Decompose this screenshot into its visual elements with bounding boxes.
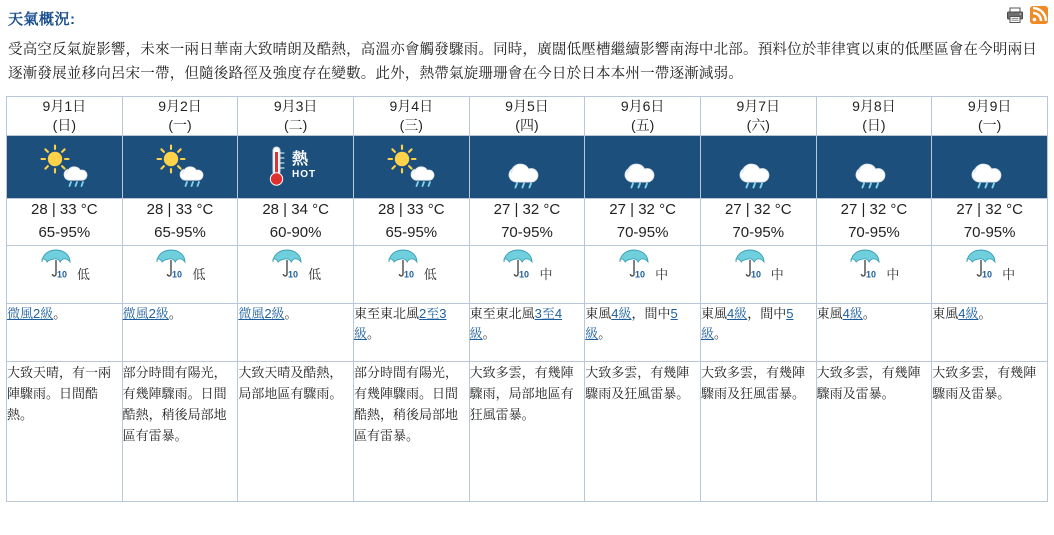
page-header [0, 0, 1054, 32]
temperature-range: 27 | 32 °C [724, 201, 792, 218]
forecast-weekday: (六) [746, 117, 770, 133]
forecast-wind-cell: 微風2級。 [122, 304, 238, 362]
psr-level-label: 中 [886, 267, 900, 282]
svg-text:10: 10 [635, 269, 646, 280]
forecast-description-cell [469, 362, 585, 502]
forecast-date-cell [469, 97, 585, 136]
umbrella-icon [39, 246, 73, 285]
forecast-wind-cell: 微風2級。 [238, 304, 354, 362]
svg-text:10: 10 [172, 269, 183, 280]
psr-level-label: 中 [539, 267, 553, 282]
forecast-psr-cell [585, 246, 701, 304]
temperature-range: 28 | 33 °C [377, 201, 445, 218]
forecast-temp-cell [469, 199, 585, 246]
humidity-range: 70-95% [963, 224, 1016, 241]
wind-link[interactable]: 微風2級 [122, 306, 169, 321]
forecast-date: 9月5日 [505, 98, 549, 114]
forecast-temp-cell [816, 199, 932, 246]
temperature-range: 27 | 32 °C [840, 201, 908, 218]
forecast-temp-cell [7, 199, 123, 246]
svg-text:10: 10 [519, 269, 530, 280]
humidity-range: 65-95% [38, 224, 91, 241]
umbrella-icon [386, 246, 420, 285]
umbrella-icon [733, 246, 767, 285]
forecast-icon-cell [585, 136, 701, 199]
humidity-range: 70-95% [848, 224, 900, 241]
forecast-psr-row [7, 246, 1048, 304]
forecast-date: 9月9日 [967, 98, 1012, 114]
forecast-description-cell [932, 362, 1048, 502]
sun-cloud-shower-icon [354, 136, 469, 198]
temperature-range: 27 | 32 °C [493, 201, 561, 218]
forecast-description-cell [122, 362, 238, 502]
svg-text:10: 10 [982, 269, 993, 280]
humidity-range: 65-95% [385, 224, 438, 241]
forecast-date: 9月8日 [852, 98, 896, 114]
umbrella-icon [154, 246, 188, 285]
umbrella-icon [270, 246, 304, 285]
forecast-description: 大致多雲，有幾陣驟雨及狂風雷暴。 [585, 365, 690, 401]
wind-link[interactable]: 2至3級 [353, 306, 447, 341]
printer-icon[interactable] [1006, 6, 1024, 29]
forecast-wind-cell: 東至東北風3至4級。 [469, 304, 585, 362]
wind-link[interactable]: 微風2級 [238, 306, 285, 321]
forecast-date: 9月3日 [273, 98, 318, 114]
psr-level-label: 低 [423, 267, 437, 282]
forecast-date: 9月6日 [620, 98, 665, 114]
temperature-range: 28 | 33 °C [146, 201, 214, 218]
umbrella-icon [848, 246, 882, 285]
forecast-icon-cell [469, 136, 585, 199]
forecast-date: 9月4日 [389, 98, 434, 114]
cloud-shower-icon [585, 136, 700, 198]
svg-text:10: 10 [288, 269, 299, 280]
page-title: 天氣概況: [8, 11, 76, 28]
forecast-date-cell [353, 97, 469, 136]
forecast-psr-cell [122, 246, 238, 304]
forecast-temp-cell [585, 199, 701, 246]
forecast-description: 大致多雲，有幾陣驟雨，局部地區有狂風雷暴。 [469, 365, 574, 422]
forecast-icon-row [7, 136, 1048, 199]
sun-cloud-shower-icon [123, 136, 238, 198]
svg-text:10: 10 [750, 269, 761, 280]
forecast-description: 大致天晴，有一兩陣驟雨。日間酷熱。 [7, 365, 112, 422]
psr-level-label: 低 [192, 267, 206, 282]
forecast-icon-cell [932, 136, 1048, 199]
psr-level-label: 低 [308, 267, 322, 282]
forecast-weekday: (日) [862, 117, 886, 133]
humidity-range: 70-95% [732, 224, 785, 241]
forecast-psr-cell [469, 246, 585, 304]
cloud-shower-icon [701, 136, 816, 198]
forecast-wind-cell: 東風4級。 [816, 304, 932, 362]
forecast-date: 9月7日 [736, 98, 781, 114]
forecast-date-cell [585, 97, 701, 136]
wind-link-secondary[interactable]: 5級 [585, 306, 678, 341]
forecast-icon-cell [122, 136, 238, 199]
forecast-temp-row [7, 199, 1048, 246]
forecast-icon-cell [7, 136, 123, 199]
forecast-weekday: (一) [168, 117, 192, 133]
forecast-description-cell [585, 362, 701, 502]
forecast-date: 9月1日 [42, 98, 87, 114]
temperature-range: 28 | 33 °C [31, 201, 98, 218]
forecast-temp-cell [353, 199, 469, 246]
forecast-description-cell [816, 362, 932, 502]
humidity-range: 70-95% [501, 224, 553, 241]
svg-text:HOT: HOT [291, 169, 316, 180]
forecast-date-cell [700, 97, 816, 136]
psr-level-label: 中 [655, 267, 669, 282]
forecast-weekday: (五) [630, 117, 655, 133]
forecast-psr-cell [932, 246, 1048, 304]
forecast-psr-cell [7, 246, 123, 304]
forecast-weekday: (三) [399, 117, 423, 133]
forecast-description: 大致多雲，有幾陣驟雨及雷暴。 [932, 365, 1037, 401]
forecast-icon-cell [700, 136, 816, 199]
forecast-description-cell [238, 362, 354, 502]
forecast-psr-cell [238, 246, 354, 304]
forecast-weekday: (四) [515, 117, 539, 133]
psr-level-label: 低 [76, 267, 90, 282]
hot-thermometer-icon [238, 136, 353, 198]
wind-link[interactable]: 4級 [726, 306, 748, 321]
forecast-description: 大致多雲，有幾陣驟雨及狂風雷暴。 [700, 365, 805, 401]
cloud-shower-icon [932, 136, 1047, 198]
forecast-temp-cell [238, 199, 354, 246]
psr-level-label: 中 [770, 267, 784, 282]
wind-link[interactable]: 4級 [958, 306, 979, 321]
umbrella-icon [617, 246, 651, 285]
cloud-shower-icon [817, 136, 932, 198]
forecast-date-cell [816, 97, 932, 136]
temperature-range: 28 | 34 °C [262, 201, 329, 218]
forecast-weekday: (二) [283, 117, 308, 133]
umbrella-icon [501, 246, 535, 285]
forecast-wind-cell: 東至東北風2至3級。 [353, 304, 469, 362]
forecast-psr-cell [353, 246, 469, 304]
forecast-description: 部分時間有陽光，有幾陣驟雨。日間酷熱，稍後局部地區有雷暴。 [353, 365, 458, 443]
forecast-description-cell [353, 362, 469, 502]
svg-text:熱: 熱 [291, 151, 308, 168]
forecast-description: 大致天晴及酷熱，局部地區有驟雨。 [238, 365, 343, 401]
forecast-weekday: (一) [977, 117, 1002, 133]
forecast-icon-cell [238, 136, 354, 199]
forecast-psr-cell [816, 246, 932, 304]
forecast-wind-cell: 東風4級，間中5級。 [585, 304, 701, 362]
forecast-psr-cell [700, 246, 816, 304]
sun-cloud-shower-icon [7, 136, 122, 198]
psr-level-label: 中 [1002, 267, 1016, 282]
svg-text:10: 10 [56, 269, 67, 280]
forecast-temp-cell [932, 199, 1048, 246]
svg-text:10: 10 [866, 269, 877, 280]
forecast-date-cell [122, 97, 238, 136]
forecast-weekday: (日) [52, 117, 76, 133]
forecast-date-row [7, 97, 1048, 136]
wind-link-secondary[interactable]: 5級 [700, 306, 794, 341]
forecast-wind-cell: 東風4級。 [932, 304, 1048, 362]
temperature-range: 27 | 32 °C [956, 201, 1023, 218]
humidity-range: 65-95% [154, 224, 206, 241]
forecast-icon-cell [353, 136, 469, 199]
forecast-date-cell [932, 97, 1048, 136]
forecast-wind-cell: 微風2級。 [7, 304, 123, 362]
wind-link[interactable]: 3至4級 [469, 306, 563, 341]
forecast-icon-cell [816, 136, 932, 199]
svg-text:10: 10 [403, 269, 414, 280]
forecast-description: 部分時間有陽光，有幾陣驟雨。日間酷熱，稍後局部地區有雷暴。 [122, 365, 227, 443]
forecast-description: 大致多雲，有幾陣驟雨及雷暴。 [816, 365, 921, 401]
forecast-description-row [7, 362, 1048, 502]
temperature-range: 27 | 32 °C [609, 201, 676, 218]
weather-summary-text: 受高空反氣旋影響，未來一兩日華南大致晴朗及酷熱，高溫亦會觸發驟雨。同時，廣闊低壓槽繼續影響南海中北部。預料位於菲律賓以東的低壓區會在今明兩日逐漸發展並移向呂宋一帶，但隨後路徑及強度存在變數。此外，熱帶氣旋珊珊會在今日於日本本州一帶逐漸減弱。 [8, 42, 1037, 82]
forecast-wind-cell: 東風4級，間中5級。 [700, 304, 816, 362]
humidity-range: 60-90% [269, 224, 322, 241]
forecast-temp-cell [700, 199, 816, 246]
wind-link[interactable]: 4級 [611, 306, 632, 321]
wind-link[interactable]: 4級 [842, 306, 863, 321]
forecast-date-cell [238, 97, 354, 136]
forecast-temp-cell [122, 199, 238, 246]
forecast-date: 9月2日 [158, 98, 202, 114]
rss-icon[interactable] [1030, 6, 1048, 29]
wind-link[interactable]: 微風2級 [7, 306, 54, 321]
umbrella-icon [964, 246, 998, 285]
header-icon-group [1006, 6, 1048, 29]
cloud-shower-icon [470, 136, 585, 198]
humidity-range: 70-95% [616, 224, 669, 241]
forecast-wind-row [7, 304, 1048, 362]
nine-day-forecast-table [6, 96, 1048, 502]
forecast-description-cell [7, 362, 123, 502]
forecast-description-cell [700, 362, 816, 502]
forecast-date-cell [7, 97, 123, 136]
